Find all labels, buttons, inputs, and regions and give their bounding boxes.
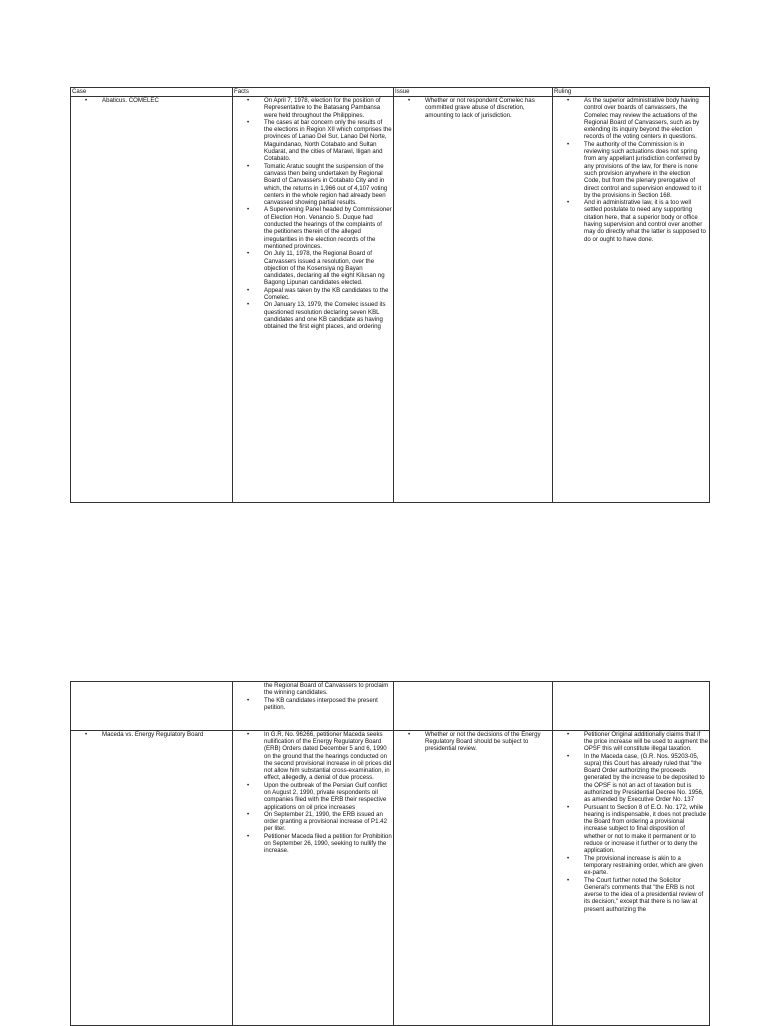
continued-text: the Regional Board of Canvassers to proclaim the winning candidates. bbox=[264, 682, 389, 697]
list-item: • The cases at bar concern only the results of the elections in Region XII which comprises the provinces of Lanao Del Sur, Lanao Del Norte, Maguindanao, North Cotabato and Sultan Kudarat, and the cities of Marawi, Iligan and Cotabato. bbox=[264, 119, 392, 163]
list-item: • On July 11, 1978, the Regional Board of Canvassers issued a resolution, over the objection of the Kosensiya ng Bayan candidates, declaring all the eight Kilusan ng Bagong Lipunan candidates elected. bbox=[264, 250, 392, 286]
list-item: • Whether or not respondent Comelec has committed grave abuse of discretion, amounting to lack of jurisdiction. bbox=[425, 97, 551, 119]
ruling-cell bbox=[553, 730, 710, 1025]
bullet-list bbox=[72, 97, 231, 104]
list-item: • As the superior administrative body having control over boards of canvassers, the Comelec may review the actuations of the Regional Board of Canvassers, such as by extending its inquiry beyond the election records of the voting centers in questions. bbox=[584, 97, 708, 141]
table-row bbox=[71, 682, 710, 731]
header-case: Case bbox=[71, 88, 233, 97]
facts-cell bbox=[233, 730, 394, 1025]
issue-cell bbox=[394, 97, 553, 503]
list-item: • Whether or not the decisions of the Energy Regulatory Board should be subject to presidential review. bbox=[425, 731, 551, 753]
case-digest-table-page-1 bbox=[70, 87, 710, 503]
case-cell bbox=[71, 730, 233, 1025]
bullet-list bbox=[395, 731, 551, 753]
bullet-list bbox=[554, 731, 708, 913]
list-item: • Appeal was taken by the KB candidates to the Comelec. bbox=[264, 287, 392, 302]
list-item: • On January 13, 1979, the Comelec issued its questioned resolution declaring seven KBL candidates and one KB candidate as having obtained the first eight places, and ordering bbox=[264, 301, 392, 330]
bullet-list bbox=[395, 97, 551, 119]
table-header-row bbox=[71, 88, 710, 97]
bullet-list bbox=[234, 697, 392, 712]
table-row bbox=[71, 730, 710, 1025]
list-item: • The provisional increase is akin to a temporary restraining order, which are given ex-parte. bbox=[584, 855, 708, 877]
list-item: • Petitioner Original additionally claims that if the price increase will be used to augment the OPSF this will constitute illegal taxation. bbox=[584, 731, 708, 753]
list-item: • The Court further noted the Solicitor General's comments that "the ERB is not averse to the idea of a presidential review of its decision," except that there is no law at present authorizing the bbox=[584, 877, 708, 913]
issue-cell bbox=[394, 730, 553, 1025]
header-issue: Issue bbox=[394, 88, 553, 97]
facts-cell bbox=[233, 97, 394, 503]
list-item: • In the Maceda case, (G.R. Nos. 95203-05, supra) this Court has already ruled that "the Board Order authorizing the proceeds generated by the increase to be deposited to the OPSF is not an act of taxation but is authorized by Presidential Decree No. 1956, as amended by Executive Order No. 137 bbox=[584, 753, 708, 804]
list-item: • The KB candidates interposed the present petition. bbox=[264, 697, 392, 712]
list-item: • Tomatic Aratuc sought the suspension of the canvass then being undertaken by Regional Board of Canvassers in Cotabato City and in which, the returns in 1,966 out of 4,107 voting centers in the whole region had already been canvassed showing partial results. bbox=[264, 163, 392, 207]
list-item: • And in administrative law, it is a too well settled postulate to need any supporting citation here, that a superior body or office having supervision and control over another may do directly what the latter is supposed to do or ought to have done. bbox=[584, 199, 708, 243]
list-item: • On April 7, 1978, election for the position of Representative to the Batasang Pambansa were held throughout the Philippines. bbox=[264, 97, 392, 119]
bullet-list bbox=[72, 731, 231, 738]
header-facts: Facts bbox=[233, 88, 394, 97]
bullet-list bbox=[234, 731, 392, 855]
list-item: • On September 21, 1990, the ERB issued an order granting a provisional increase of P1.42 per liter. bbox=[264, 811, 392, 833]
list-item: • Petitioner Maceda filed a petition for Prohibition on September 26, 1990, seeking to nullify the increase. bbox=[264, 833, 392, 855]
case-cell bbox=[71, 682, 233, 731]
list-item: • In G.R. No. 96266, petitioner Maceda seeks nullification of the Energy Regulatory Board (ERB) Orders dated December 5 and 6, 1990 on the ground that the hearings conducted on the second provisional increase in oil prices did not allow him substantial cross-examination, in effect, allegedly, a denial of due process. bbox=[264, 731, 392, 782]
list-item: • Pursuant to Section 8 of E.O. No. 172, while hearing is indispensable, it does not preclude the Board from ordering a provisional increase subject to final disposition of whether or not to make it permanent or to reduce or increase it further or to deny the application. bbox=[584, 804, 708, 855]
case-cell bbox=[71, 97, 233, 503]
list-item: • A Supervening Panel headed by Commissioner of Election Hon. Venancio S. Duque had conducted the hearings of the complaints of the petitioners therein of the alleged irregularities in the election records of the mentioned provinces. bbox=[264, 206, 392, 250]
list-item: • Maceda vs. Energy Regulatory Board bbox=[102, 731, 231, 738]
list-item: • Abaticus. COMELEC bbox=[102, 97, 231, 104]
list-item: • The authority of the Commission is in reviewing such actuations does not spring from any appellant jurisdiction conferred by any provisions of the law, for there is none such provision anywhere in the election Code, but from the plenary prerogative of direct control and supervision endowed to it by the provisions in Section 168. bbox=[584, 141, 708, 199]
bullet-list bbox=[234, 97, 392, 331]
facts-cell bbox=[233, 682, 394, 731]
table-row bbox=[71, 97, 710, 503]
ruling-cell bbox=[553, 682, 710, 731]
header-ruling: Ruling bbox=[553, 88, 710, 97]
list-item: • Upon the outbreak of the Persian Gulf conflict on August 2, 1990, private respondents oil companies filed with the ERB their respective applications on oil price increases bbox=[264, 782, 392, 811]
case-digest-table-page-2 bbox=[70, 681, 710, 1026]
issue-cell bbox=[394, 682, 553, 731]
bullet-list bbox=[554, 97, 708, 243]
ruling-cell bbox=[553, 97, 710, 503]
